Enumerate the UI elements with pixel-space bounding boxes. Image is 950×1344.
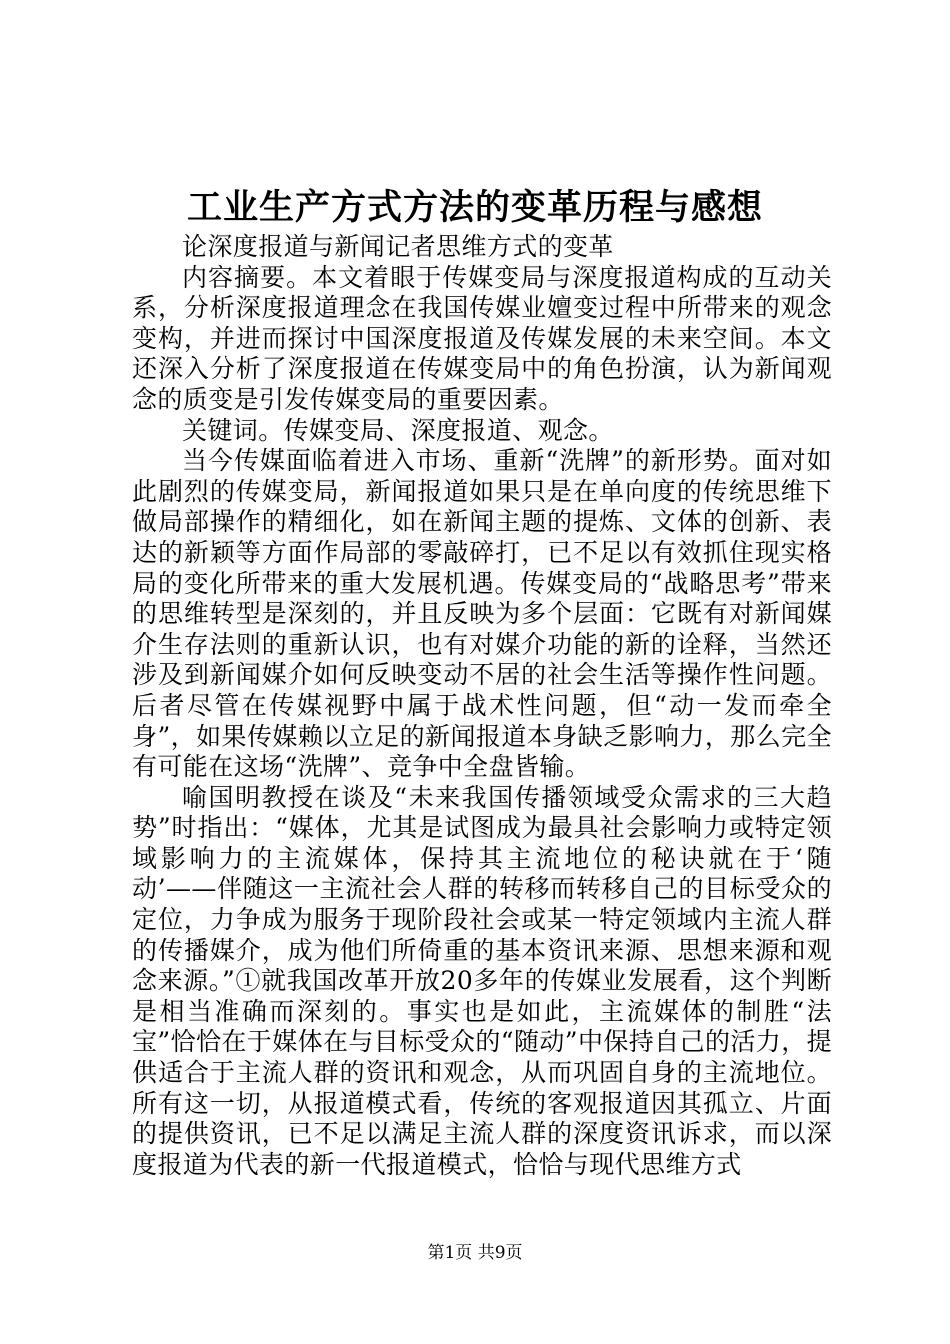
- paragraph-body-2: 喻国明教授在谈及“未来我国传播领域受众需求的三大趋势”时指出：“媒体，尤其是试图成为最具社会影响力或特定领域影响力的主流媒体，保持其主流地位的秘诀就在于‘随动’——伴随这一主流社会人群的转移而转移自己的目标受众的定位，力争成为服务于现阶段社会或某一特定领域内主流人群的传播媒介，成为他们所倚重的基本资讯来源、思想来源和观念来源。”①就我国改革开放20多年的传媒业发展看，这个判断是相当准确而深刻的。事实也是如此，主流媒体的制胜“法宝”恰恰在于媒体在与目标受众的“随动”中保持自己的活力，提供适合于主流人群的资讯和观念，从而巩固自身的主流地位。所有这一切，从报道模式看，传统的客观报道因其孤立、片面的提供资讯，已不足以满足主流人群的深度资讯诉求，而以深度报道为代表的新一代报道模式，恰恰与现代思维方式: [132, 782, 832, 1179]
- document-title: 工业生产方式方法的变革历程与感想: [186, 187, 763, 228]
- document-body: [132, 232, 832, 1180]
- paragraph-keywords: 关键词。传媒变局、深度报道、观念。: [182, 415, 614, 445]
- paragraph-abstract: 内容摘要。本文着眼于传媒变局与深度报道构成的互动关系，分析深度报道理念在我国传媒业嬗变过程中所带来的观念变构，并进而探讨中国深度报道及传媒发展的未来空间。本文还深入分析了深度报道在传媒变局中的角色扮演，认为新闻观念的质变是引发传媒变局的重要因素。: [132, 262, 832, 414]
- paragraph-body-1: 当今传媒面临着进入市场、重新“洗牌”的新形势。面对如此剧烈的传媒变局，新闻报道如果只是在单向度的传统思维下做局部操作的精细化，如在新闻主题的提炼、文体的创新、表达的新颖等方面作局部的零敲碎打，已不足以有效抓住现实格局的变化所带来的重大发展机遇。传媒变局的“战略思考”带来的思维转型是深刻的，并且反映为多个层面：它既有对新闻媒介生存法则的重新认识，也有对媒介功能的新的诠释，当然还涉及到新闻媒介如何反映变动不居的社会生活等操作性问题。后者尽管在传媒视野中属于战术性问题，但“动一发而牵全身”，如果传媒赖以立足的新闻报道本身缺乏影响力，那么完全有可能在这场“洗牌”、竞争中全盘皆输。: [132, 446, 832, 782]
- page-footer: [0, 1242, 950, 1264]
- paragraph-subtitle: 论深度报道与新闻记者思维方式的变革: [182, 232, 614, 261]
- page-number-indicator: 第1页 共9页: [427, 1243, 523, 1263]
